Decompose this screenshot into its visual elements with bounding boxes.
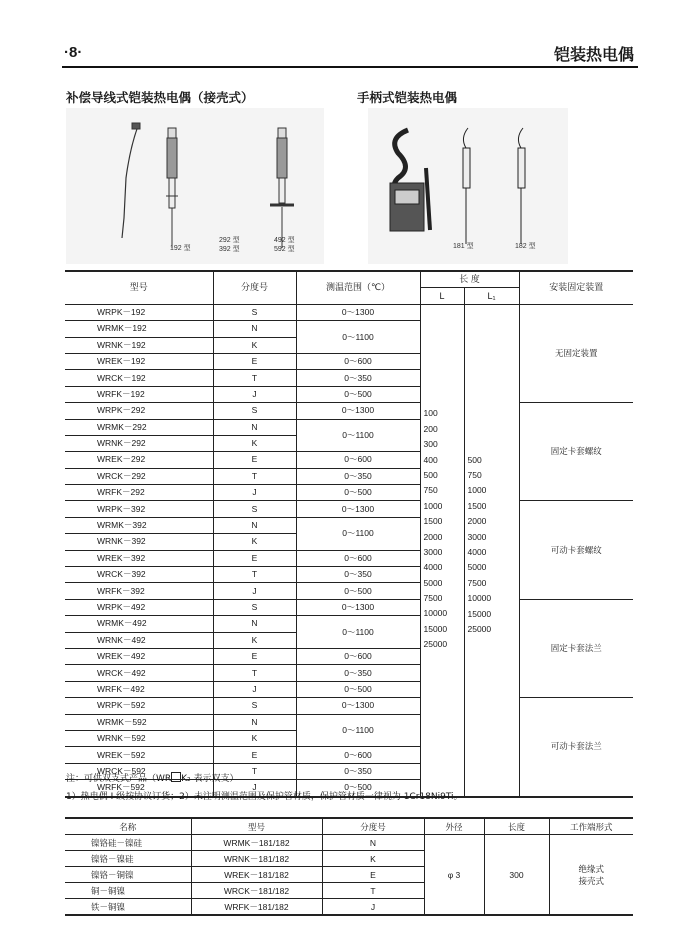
caption-492: 492 型 <box>274 237 295 244</box>
cell-model: WRNK－192 <box>65 337 213 353</box>
cell-grade: S <box>213 599 296 615</box>
cell-range: 0～1100 <box>296 616 420 649</box>
page-number: ·8· <box>64 44 83 61</box>
cell-terminal <box>549 835 633 916</box>
cell-model: WREK－181/182 <box>191 867 322 883</box>
cell-model: WRFK－492 <box>65 681 213 697</box>
cell-range: 0～350 <box>296 665 420 681</box>
cell-grade: J <box>213 485 296 501</box>
cell-name: 铜－铜镍 <box>65 883 191 899</box>
table-row <box>65 501 633 517</box>
cell-model: WRPK－292 <box>65 403 213 419</box>
cell-grade: E <box>213 353 296 369</box>
length-L-value: 1000 <box>423 500 443 511</box>
cell-range: 0～1100 <box>296 419 420 452</box>
cell-model: WRNK－492 <box>65 632 213 648</box>
length-L1-value: 5000 <box>467 562 487 573</box>
length-L-value: 4000 <box>423 562 443 573</box>
cell-grade: N <box>213 714 296 730</box>
cell-grade: E <box>213 550 296 566</box>
cell-grade: J <box>213 386 296 402</box>
cell-range: 0～500 <box>296 386 420 402</box>
cell-model: WRFK－392 <box>65 583 213 599</box>
cell-grade: S <box>213 698 296 714</box>
cell-grade: E <box>213 452 296 468</box>
t2-header-terminal: 工作端形式 <box>549 818 633 835</box>
cell-grade: K <box>213 534 296 550</box>
cell-range: 0～1300 <box>296 698 420 714</box>
length-L1-value: 1500 <box>467 500 487 511</box>
cell-grade: K <box>213 435 296 451</box>
cell-model: WRCK－292 <box>65 468 213 484</box>
length-L1-value: 7500 <box>467 577 487 588</box>
cell-model: WRCK－192 <box>65 370 213 386</box>
t2-header-diameter: 外径 <box>424 818 484 835</box>
cell-mount: 可动卡套螺纹 <box>519 501 633 599</box>
cell-range: 0～1100 <box>296 321 420 354</box>
cell-mount: 固定卡套螺纹 <box>519 403 633 501</box>
col-header-range: 测温范围（℃） <box>296 271 420 304</box>
cell-range: 0～1300 <box>296 501 420 517</box>
length-L-value: 1500 <box>423 516 443 527</box>
length-L-value: 400 <box>423 454 438 465</box>
cell-grade: S <box>213 501 296 517</box>
length-L-value: 5000 <box>423 577 443 588</box>
product-figure-right <box>368 108 568 264</box>
cell-model: WRMK－592 <box>65 714 213 730</box>
cell-range: 0～600 <box>296 648 420 664</box>
cell-grade: T <box>213 370 296 386</box>
t2-header-length: 长度 <box>484 818 549 835</box>
cell-grade: T <box>213 763 296 779</box>
cell-range: 0～1100 <box>296 517 420 550</box>
cell-grade: E <box>213 648 296 664</box>
terminal-insulated: 绝缘式 <box>578 863 604 874</box>
length-L-value: 300 <box>423 439 438 450</box>
cell-model: WREK－592 <box>65 747 213 763</box>
cell-grade: E <box>213 747 296 763</box>
cell-model: WREK－392 <box>65 550 213 566</box>
cell-model: WREK－192 <box>65 353 213 369</box>
length-L1-value: 750 <box>467 470 482 480</box>
caption-392: 392 型 <box>219 246 240 253</box>
t2-header-grade: 分度号 <box>322 818 424 835</box>
cell-model: WRFK－192 <box>65 386 213 402</box>
cell-grade: J <box>213 780 296 797</box>
cell-length-L1 <box>464 304 519 796</box>
length-L1-value: 2000 <box>467 516 487 527</box>
terminal-grounded: 接壳式 <box>578 875 604 886</box>
cell-model: WRCK－592 <box>65 763 213 779</box>
section-title-left: 补偿导线式铠装热电偶（接壳式） <box>66 90 254 105</box>
cell-grade: J <box>213 681 296 697</box>
cell-model: WREK－292 <box>65 452 213 468</box>
length-L1-value: 3000 <box>467 531 487 542</box>
cell-diameter: φ 3 <box>424 835 484 916</box>
caption-182: 182 型 <box>515 243 536 250</box>
cell-model: WRNK－592 <box>65 730 213 746</box>
note-order: 1）热电偶 I 级按协议订货；2）未注明测温范围及保护管材质，保护管材质一律视为 1Cr18Ni9Ti。 <box>66 792 463 802</box>
length-L1-value: 15000 <box>467 608 492 619</box>
t2-header-model: 型号 <box>191 818 322 835</box>
caption-192: 192 型 <box>170 245 191 252</box>
cell-grade: E <box>322 867 424 883</box>
cell-range: 0～600 <box>296 550 420 566</box>
cell-model: WRMK－492 <box>65 616 213 632</box>
cell-grade: K <box>213 337 296 353</box>
cell-model: WRPK－492 <box>65 599 213 615</box>
section-title-right: 手柄式铠装热电偶 <box>357 90 458 105</box>
length-L1-value: 10000 <box>467 593 492 604</box>
col-header-L1: L₁ <box>464 288 519 304</box>
cell-length-L <box>420 304 464 796</box>
col-header-length: 长 度 <box>420 271 519 288</box>
cell-grade: J <box>322 899 424 916</box>
cell-grade: K <box>322 851 424 867</box>
cell-range: 0～350 <box>296 763 420 779</box>
cell-range: 0～350 <box>296 468 420 484</box>
cell-grade: T <box>213 665 296 681</box>
length-L1-value: 25000 <box>467 623 492 634</box>
cell-range: 0～1300 <box>296 599 420 615</box>
col-header-mount: 安装固定装置 <box>519 271 633 304</box>
cell-grade: N <box>213 517 296 533</box>
cell-grade: S <box>213 403 296 419</box>
cell-model: WRCK－392 <box>65 567 213 583</box>
length-L-value: 15000 <box>423 623 448 634</box>
table-row <box>65 599 633 615</box>
cell-model: WRNK－292 <box>65 435 213 451</box>
length-L-value: 2000 <box>423 531 443 542</box>
cell-model: WRPK－592 <box>65 698 213 714</box>
cell-range: 0～600 <box>296 747 420 763</box>
note-dual-prefix: 注：可供双支式产品（WR <box>66 774 172 784</box>
cell-range: 0～600 <box>296 353 420 369</box>
thermocouple-spec-table <box>65 270 633 798</box>
cell-model: WRFK－181/182 <box>191 899 322 916</box>
cell-range: 0～1100 <box>296 714 420 747</box>
col-header-model: 型号 <box>65 271 213 304</box>
caption-592: 592 型 <box>274 246 295 253</box>
cell-model: WRMK－181/182 <box>191 835 322 851</box>
cell-model: WRNK－181/182 <box>191 851 322 867</box>
cell-grade: N <box>213 616 296 632</box>
length-L-value: 100 <box>423 408 438 419</box>
cell-model: WRCK－181/182 <box>191 883 322 899</box>
cell-grade: N <box>213 419 296 435</box>
cell-name: 镍铬－镍硅 <box>65 851 191 867</box>
cell-range: 0～350 <box>296 370 420 386</box>
cell-name: 镍铬硅－镍硅 <box>65 835 191 851</box>
cell-model: WRPK－192 <box>65 304 213 320</box>
length-L1-value: 1000 <box>467 485 487 496</box>
cell-range: 0～500 <box>296 681 420 697</box>
cell-length: 300 <box>484 835 549 916</box>
cell-grade: S <box>213 304 296 320</box>
cell-grade: N <box>322 835 424 851</box>
page-title: 铠装热电偶 <box>553 45 634 64</box>
cell-grade: T <box>213 567 296 583</box>
length-L-value: 750 <box>423 485 438 496</box>
length-L1-value: 500 <box>467 454 482 465</box>
length-L-value: 500 <box>423 469 438 480</box>
handheld-thermocouple-drawings <box>368 108 568 264</box>
cell-range: 0～500 <box>296 583 420 599</box>
cell-range: 0～500 <box>296 780 420 797</box>
cell-model: WRFK－592 <box>65 780 213 797</box>
handheld-spec-table <box>65 817 633 916</box>
cell-model: WRMK－192 <box>65 321 213 337</box>
product-figure-left <box>66 108 324 264</box>
table-row <box>65 403 633 419</box>
length-L-value: 200 <box>423 423 438 434</box>
cell-grade: T <box>213 468 296 484</box>
col-header-grade: 分度号 <box>213 271 296 304</box>
cell-grade: K <box>213 632 296 648</box>
spec-table-body <box>65 304 633 796</box>
placeholder-box-icon <box>171 772 181 782</box>
handheld-table-body <box>65 835 633 916</box>
cell-model: WRNK－392 <box>65 534 213 550</box>
header-rule <box>62 66 638 68</box>
cell-range: 0～350 <box>296 567 420 583</box>
length-L-value: 3000 <box>423 546 443 557</box>
cell-mount: 无固定装置 <box>519 304 633 402</box>
table-row <box>65 304 633 320</box>
cell-mount: 可动卡套法兰 <box>519 698 633 797</box>
cell-model: WRPK－392 <box>65 501 213 517</box>
caption-181: 181 型 <box>453 243 474 250</box>
cell-grade: N <box>213 321 296 337</box>
length-L-value: 7500 <box>423 593 443 604</box>
cell-model: WRCK－492 <box>65 665 213 681</box>
cell-model: WRMK－292 <box>65 419 213 435</box>
length-L1-value: 4000 <box>467 546 487 557</box>
cell-range: 0～600 <box>296 452 420 468</box>
cell-model: WRFK－292 <box>65 485 213 501</box>
note-dual-suffix: K₂ 表示双支） <box>181 774 239 784</box>
cell-grade: K <box>213 730 296 746</box>
length-L-value: 10000 <box>423 608 448 619</box>
caption-292: 292 型 <box>219 237 240 244</box>
length-L-value: 25000 <box>423 639 448 650</box>
cell-range: 0～1300 <box>296 403 420 419</box>
col-header-L: L <box>420 288 464 304</box>
cell-range: 0～1300 <box>296 304 420 320</box>
table-row <box>65 835 633 851</box>
cell-mount: 固定卡套法兰 <box>519 599 633 697</box>
cell-model: WREK－492 <box>65 648 213 664</box>
table-row <box>65 698 633 714</box>
cell-grade: T <box>322 883 424 899</box>
cell-name: 铁－铜镍 <box>65 899 191 916</box>
cell-name: 镍铬－铜镍 <box>65 867 191 883</box>
note-dual <box>66 771 239 784</box>
cell-grade: J <box>213 583 296 599</box>
t2-header-name: 名称 <box>65 818 191 835</box>
cell-range: 0～500 <box>296 485 420 501</box>
cell-model: WRMK－392 <box>65 517 213 533</box>
